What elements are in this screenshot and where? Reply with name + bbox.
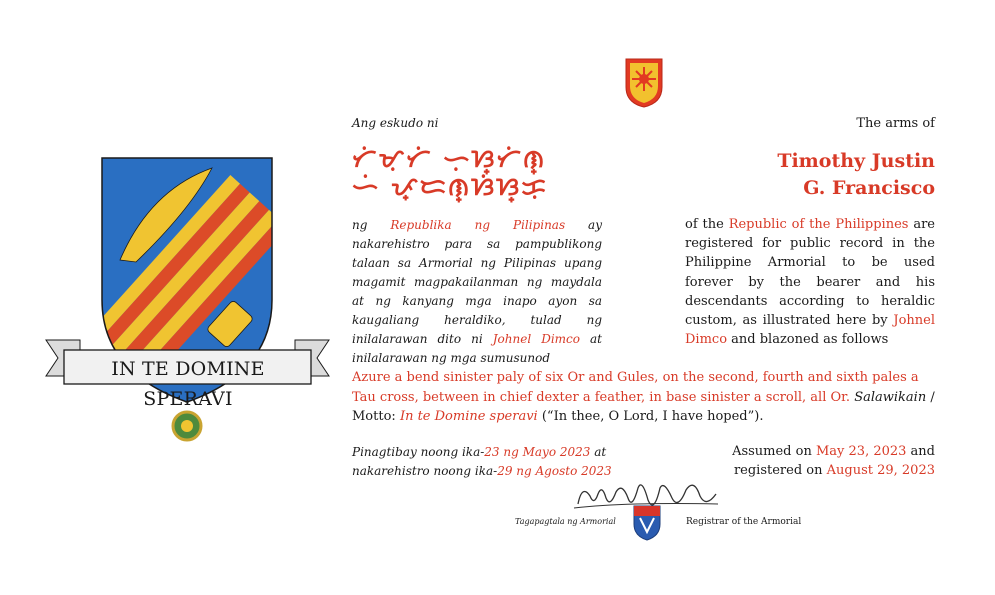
dates-filipino: Pinagtibay noong ika-23 ng Mayo 2023 at nakarehistro noong ika-29 ng Agosto 2023: [352, 445, 612, 478]
country-link-english: Republic of the Philippines: [728, 217, 909, 232]
registrar-label-filipino: Tagapagtala ng Armorial: [515, 517, 616, 526]
registered-date-english: August 29, 2023: [826, 463, 935, 478]
motto-scroll-text: IN TE DOMINE SPERAVI: [111, 358, 265, 410]
registration-paragraph-english: of the Republic of the Philippines are registered for public record in the Philippine Armorial to be used forever by the bearer and his descendants according to heraldic custom, as illustrated here by Johnel Dimco and blazoned as follows: [685, 217, 935, 348]
registered-date-filipino: 29 ng Agosto 2023: [497, 464, 612, 478]
motto-label: Salawikain: [854, 389, 927, 405]
motto-translation: (“In thee, O Lord, I have hoped”).: [537, 409, 764, 424]
artist-name-filipino: Johnel Dimco: [492, 332, 580, 346]
baybayin-line-2: ᜑᜒ ᜉ᜔ᜇᜈ᜔ᜐᜒᜐ᜔ᜃᜓ: [352, 172, 548, 201]
arms-label-filipino: Ang eskudo ni: [352, 116, 439, 130]
bearer-name-line-1: Timothy Justin: [777, 150, 935, 172]
bearer-name-line-2: G. Francisco: [803, 177, 935, 199]
bearer-name-baybayin: [352, 145, 548, 201]
blazon-text: Azure a bend sinister paly of six Or and Gules, on the second, fourth and sixth pales a Tau cross, between in chief dexter a feather, in base sinister a scroll, all Or. Salawikain / Motto: In te Domine speravi (“In thee, O Lord, I have hoped”).: [352, 370, 935, 424]
registrar-label-english: Registrar of the Armorial: [686, 517, 802, 527]
bearer-name: [777, 148, 935, 202]
dates-english: Assumed on May 23, 2023 and registered on August 29, 2023: [732, 444, 935, 478]
motto-text: In te Domine speravi: [399, 409, 538, 424]
registrar-seal-icon: [632, 504, 662, 542]
assumed-date-filipino: 23 ng Mayo 2023: [484, 445, 591, 459]
baybayin-line-1: ᜆᜒᜋᜓᜆᜒ ᜑᜓᜐ᜔ᜆᜒᜈ᜔: [352, 144, 547, 173]
country-link-filipino: Republika ng Pilipinas: [390, 218, 566, 232]
armorial-emblem-icon: [624, 57, 664, 109]
registration-paragraph-filipino: ng Republika ng Pilipinas ay nakarehistro para sa pampublikong talaan sa Armorial ng Pilipinas upang magamit magpakailanman ng maydala at ng kanyang mga inapo ayon sa kaugaliang heraldiko, tulad ng inilalarawan dito ni Johnel Dimco at inilalarawan ng mga sumusunod: [352, 218, 603, 365]
assumed-date-english: May 23, 2023: [815, 444, 907, 459]
artist-name-english: Johnel Dimco: [685, 313, 935, 348]
arms-label-english: The arms of: [856, 116, 935, 131]
